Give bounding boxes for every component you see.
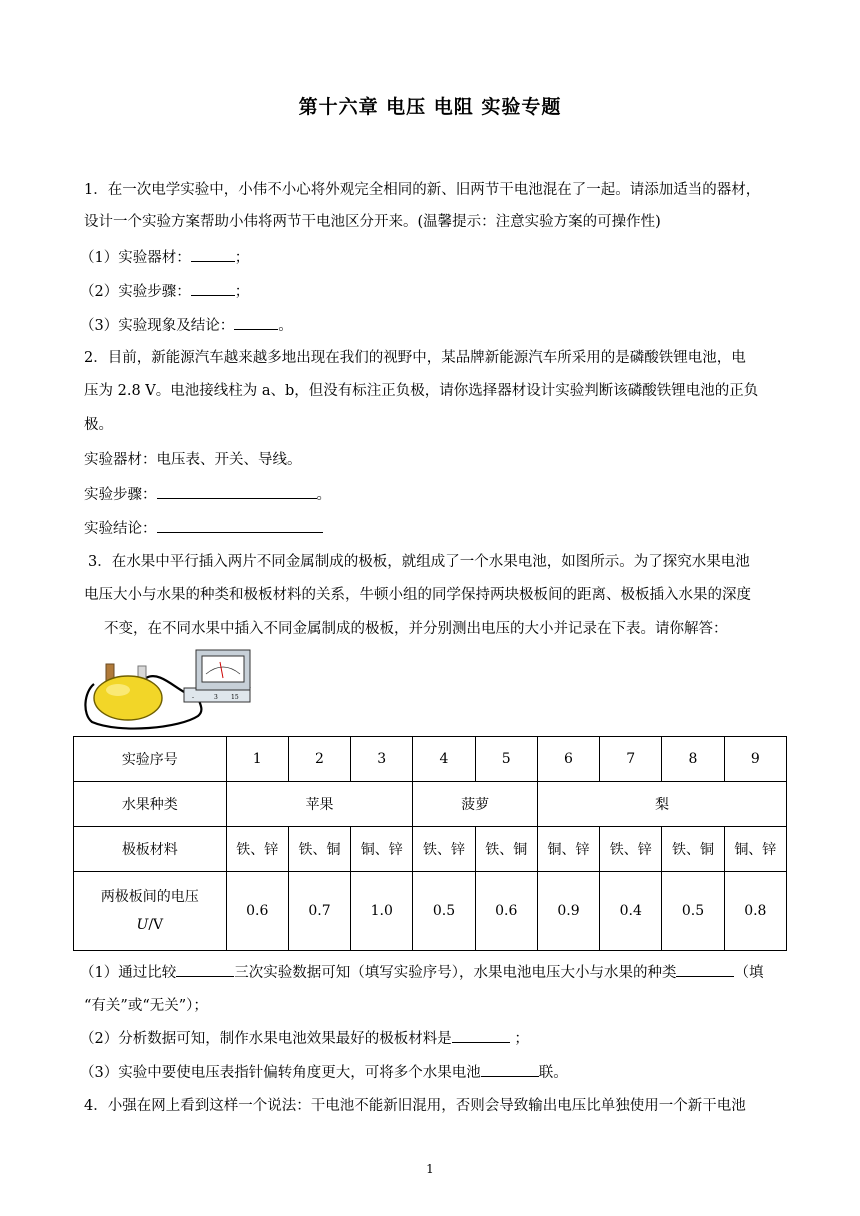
q3-line-1: 3．在水果中平行插入两片不同金属制成的极板，就组成了一个水果电池，如图所示。为了探究水果电池 xyxy=(88,554,750,570)
q1-sub-1 xyxy=(80,247,249,268)
answer-blank[interactable] xyxy=(481,1062,539,1077)
table-cell: 铁、锌 xyxy=(413,827,475,872)
q3-sub-3 xyxy=(80,1062,568,1083)
answer-blank[interactable] xyxy=(452,1028,510,1043)
table-header-cell: 水果种类 xyxy=(74,782,227,827)
table-cell: 0.9 xyxy=(537,872,599,951)
table-cell: 0.8 xyxy=(724,872,786,951)
q1-line-1: 1．在一次电学实验中，小伟不小心将外观完全相同的新、旧两节干电池混在了一起。请添加适当的器材， xyxy=(84,182,761,198)
table-cell: 3 xyxy=(351,737,413,782)
table-header-cell: 极板材料 xyxy=(74,827,227,872)
q3-sub-1-text: 三次实验数据可知（填写实验序号），水果电池电压大小与水果的种类 xyxy=(234,965,677,981)
answer-blank[interactable] xyxy=(191,281,235,296)
table-row xyxy=(74,872,787,951)
table-cell: 铁、铜 xyxy=(475,827,537,872)
table-header-cell xyxy=(74,872,227,951)
q2-line-1: 2．目前，新能源汽车越来越多地出现在我们的视野中，某品牌新能源汽车所采用的是磷酸铁锂电池，电 xyxy=(84,350,746,366)
answer-blank[interactable] xyxy=(176,962,234,977)
table-cell: 铜、锌 xyxy=(537,827,599,872)
table-cell: 铁、锌 xyxy=(600,827,662,872)
q1-sub-1-label: （1）实验器材： xyxy=(80,250,191,266)
table-cell: 1 xyxy=(226,737,288,782)
fruit-battery-illustration xyxy=(80,644,280,732)
q1-sub-3 xyxy=(80,315,293,336)
table-cell: 0.5 xyxy=(662,872,724,951)
voltage-symbol: U xyxy=(136,917,149,933)
q3-sub-2-end: ； xyxy=(509,1031,529,1047)
q4-line-1: 4．小强在网上看到这样一个说法：干电池不能新旧混用，否则会导致输出电压比单独使用一个新干电池 xyxy=(84,1098,746,1114)
q3-sub-1-line-2: “有关”或“无关”）； xyxy=(84,998,208,1014)
table-cell: 9 xyxy=(724,737,786,782)
voltage-unit: /V xyxy=(148,917,164,933)
q2-steps-label: 实验步骤： xyxy=(84,487,157,503)
table-cell: 铜、锌 xyxy=(724,827,786,872)
terminal-label-3: 3 xyxy=(214,694,218,701)
q3-sub-1-label: （1）通过比较 xyxy=(80,965,177,981)
q1-sub-2 xyxy=(80,281,249,302)
q2-conclusion-label: 实验结论： xyxy=(84,521,157,537)
q2-steps xyxy=(84,484,331,505)
table-cell: 6 xyxy=(537,737,599,782)
experiment-data-table xyxy=(73,736,787,951)
table-cell: 4 xyxy=(413,737,475,782)
table-cell: 5 xyxy=(475,737,537,782)
table-cell: 2 xyxy=(288,737,350,782)
table-cell: 1.0 xyxy=(351,872,413,951)
table-row xyxy=(74,782,787,827)
q1-sub-3-label: （3）实验现象及结论： xyxy=(80,318,235,334)
q1-sub-2-label: （2）实验步骤： xyxy=(80,284,191,300)
table-cell: 0.6 xyxy=(475,872,537,951)
answer-blank[interactable] xyxy=(676,962,734,977)
q3-sub-2-label: （2）分析数据可知，制作水果电池效果最好的极板材料是 xyxy=(80,1031,452,1047)
table-cell: 8 xyxy=(662,737,724,782)
answer-blank[interactable] xyxy=(191,247,235,262)
q3-sub-1-end: （填 xyxy=(734,965,764,981)
table-row xyxy=(74,827,787,872)
terminal-label-minus: - xyxy=(192,694,195,701)
table-cell: 0.5 xyxy=(413,872,475,951)
table-cell: 0.4 xyxy=(600,872,662,951)
answer-blank[interactable] xyxy=(157,518,323,533)
table-row xyxy=(74,737,787,782)
answer-blank[interactable] xyxy=(234,315,278,330)
q2-conclusion xyxy=(84,518,323,539)
lemon xyxy=(94,676,162,720)
table-cell: 0.6 xyxy=(226,872,288,951)
q1-sub-3-end: 。 xyxy=(278,318,293,334)
table-cell: 铁、铜 xyxy=(288,827,350,872)
q1-line-2: 设计一个实验方案帮助小伟将两节干电池区分开来。(温馨提示：注意实验方案的可操作性) xyxy=(84,214,661,230)
table-cell: 苹果 xyxy=(226,782,413,827)
table-cell: 7 xyxy=(600,737,662,782)
page-title: 第十六章 电压 电阻 实验专题 xyxy=(298,96,562,118)
lemon-highlight xyxy=(106,684,130,696)
voltage-label: 两极板间的电压 xyxy=(100,889,199,905)
table-cell: 铜、锌 xyxy=(351,827,413,872)
q2-line-2: 压为 2.8 V。电池接线柱为 a、b，但没有标注正负极，请你选择器材设计实验判断该磷酸铁锂电池的正负 xyxy=(84,383,759,399)
voltmeter-dial xyxy=(202,656,244,682)
table-header-cell: 实验序号 xyxy=(74,737,227,782)
q3-sub-1 xyxy=(80,962,763,983)
q3-line-3: 不变，在不同水果中插入不同金属制成的极板，并分别测出电压的大小并记录在下表。请你解答： xyxy=(104,621,728,637)
table-cell: 菠萝 xyxy=(413,782,538,827)
table-cell: 梨 xyxy=(537,782,786,827)
q3-sub-2 xyxy=(80,1028,529,1049)
table-cell: 铁、锌 xyxy=(226,827,288,872)
q3-line-2: 电压大小与水果的种类和极板材料的关系，牛顿小组的同学保持两块极板间的距离、极板插入水果的深度 xyxy=(84,587,751,603)
q1-sub-2-end: ； xyxy=(234,284,250,300)
q3-sub-3-label: （3）实验中要使电压表指针偏转角度更大，可将多个水果电池 xyxy=(80,1065,481,1081)
terminal-label-15: 15 xyxy=(231,694,239,701)
page-number: 1 xyxy=(426,1162,434,1176)
q3-sub-3-end: 联。 xyxy=(538,1065,568,1081)
q2-steps-end: 。 xyxy=(316,487,331,503)
q2-line-3: 极。 xyxy=(84,417,113,433)
answer-blank[interactable] xyxy=(157,484,317,499)
table-cell: 铁、铜 xyxy=(662,827,724,872)
q2-equipment: 实验器材：电压表、开关、导线。 xyxy=(84,452,302,468)
q1-sub-1-end: ； xyxy=(234,250,250,266)
table-cell: 0.7 xyxy=(288,872,350,951)
